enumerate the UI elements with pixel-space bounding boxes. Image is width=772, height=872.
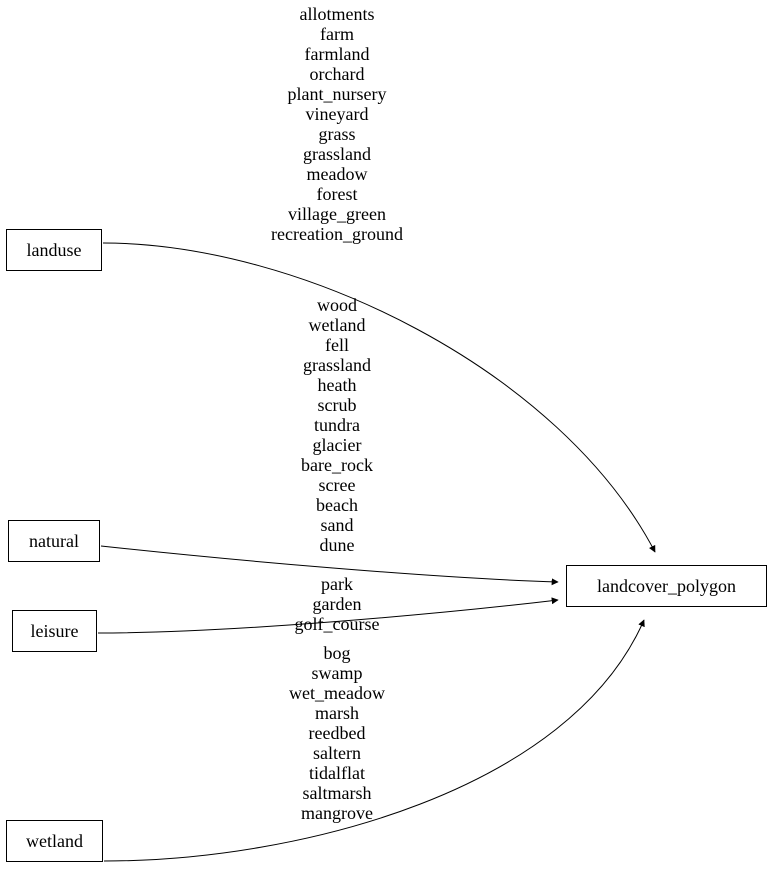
edge-label-value: wetland <box>308 315 366 335</box>
edge-label-value: garden <box>312 594 362 614</box>
edge-label-value: farm <box>320 24 354 44</box>
edge-label-value: farmland <box>304 44 370 64</box>
node-leisure[interactable] <box>12 610 97 652</box>
edge-label-value: heath <box>317 375 357 395</box>
edge-label-value: grassland <box>303 355 371 375</box>
edge-label-value: vineyard <box>305 104 369 124</box>
edge-label-value: scree <box>318 475 356 495</box>
edge-label-value: reedbed <box>308 723 366 743</box>
edge-label-value: saltern <box>313 743 361 763</box>
edge-label-value: plant_nursery <box>287 84 387 104</box>
edge-landuse-to-landcover-polygon <box>103 243 655 552</box>
edge-label-value: orchard <box>309 64 365 84</box>
edge-label-value: wood <box>317 295 357 315</box>
node-landuse-label: landuse <box>26 239 82 260</box>
node-landcover-polygon[interactable] <box>566 565 767 607</box>
edge-label-value: allotments <box>299 4 375 24</box>
edge-label-value: beach <box>316 495 358 515</box>
edge-labels-natural <box>301 295 373 555</box>
node-natural-label: natural <box>29 530 79 551</box>
node-landuse[interactable] <box>6 229 102 271</box>
edge-label-value: sand <box>320 515 354 535</box>
node-wetland-label: wetland <box>26 830 83 851</box>
edge-labels-leisure <box>295 574 380 634</box>
edge-label-value: meadow <box>306 164 368 184</box>
edge-label-value: bog <box>323 643 351 663</box>
edge-label-value: village_green <box>288 204 386 224</box>
edge-label-value: saltmarsh <box>302 783 372 803</box>
node-landcover-polygon-label: landcover_polygon <box>597 575 736 596</box>
edge-label-value: recreation_ground <box>271 224 403 244</box>
edge-label-value: mangrove <box>301 803 373 823</box>
edge-labels-wetland <box>289 643 385 823</box>
node-leisure-label: leisure <box>30 620 79 641</box>
edge-label-value: wet_meadow <box>289 683 385 703</box>
edge-label-value: tundra <box>314 415 360 435</box>
edge-label-value: dune <box>319 535 355 555</box>
edge-label-value: tidalflat <box>309 763 365 783</box>
edge-label-value: grassland <box>303 144 371 164</box>
node-wetland[interactable] <box>6 820 103 862</box>
edge-label-value: bare_rock <box>301 455 373 475</box>
edge-label-value: glacier <box>312 435 362 455</box>
edge-label-value: park <box>321 574 353 594</box>
edge-label-value: scrub <box>317 395 357 415</box>
edge-label-value: fell <box>325 335 349 355</box>
node-natural[interactable] <box>8 520 100 562</box>
edge-labels-landuse <box>271 4 403 244</box>
edge-label-value: forest <box>316 184 358 204</box>
edge-label-value: swamp <box>311 663 363 683</box>
edge-label-value: grass <box>318 124 356 144</box>
edge-label-value: marsh <box>315 703 359 723</box>
edge-label-value: golf_course <box>294 614 380 634</box>
